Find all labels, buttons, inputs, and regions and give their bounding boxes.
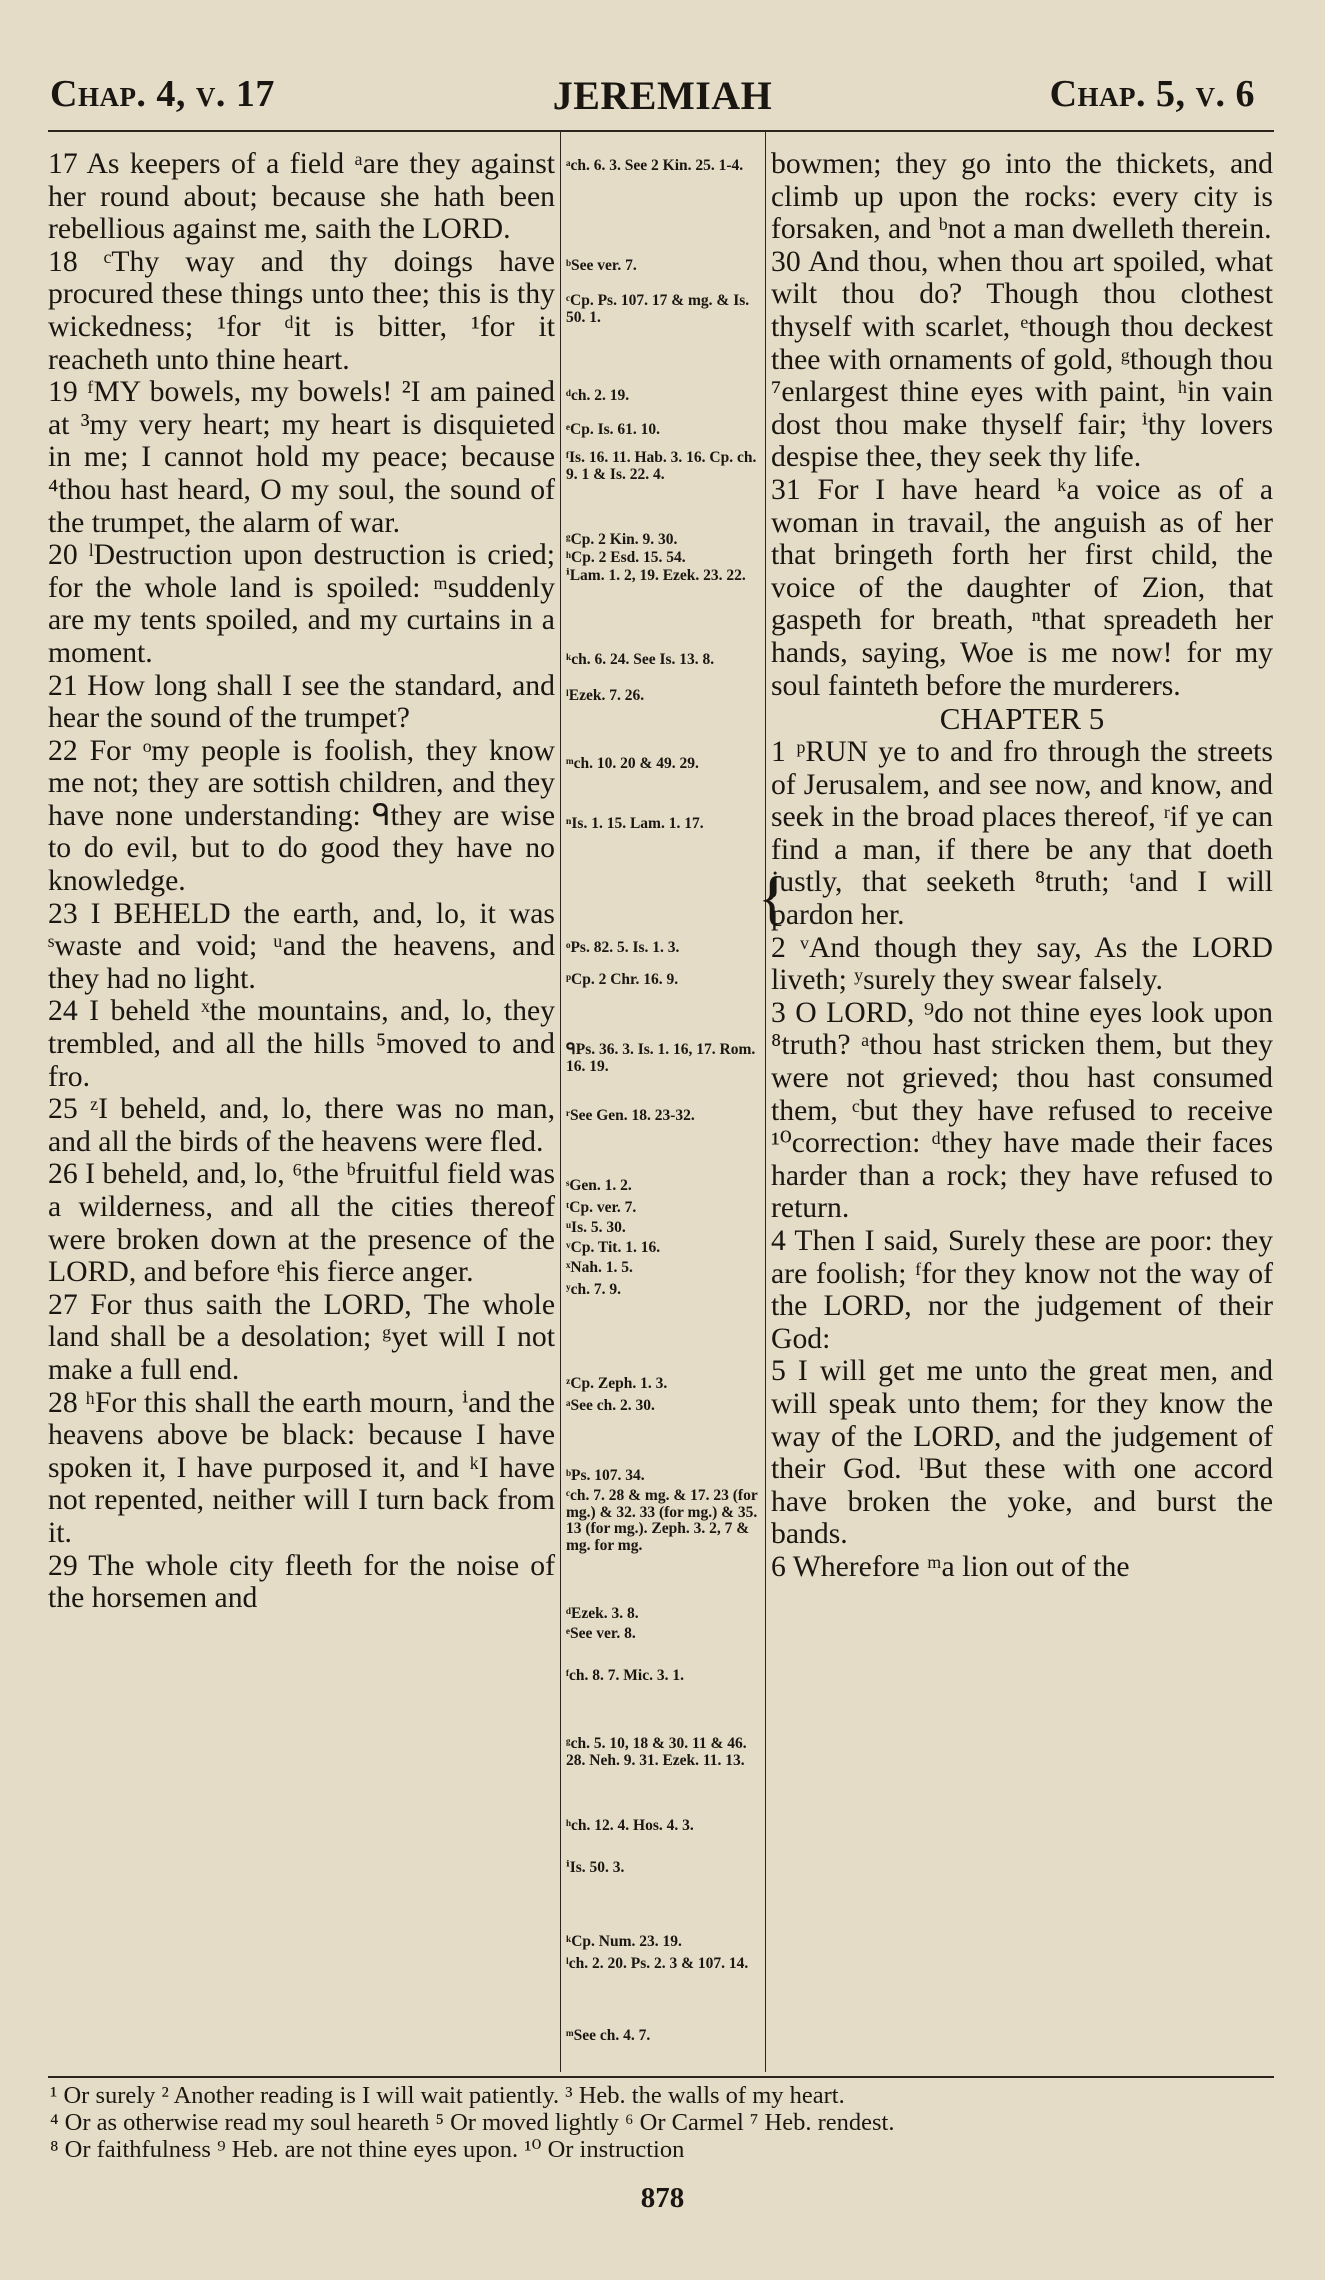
verse: 29 The whole city fleeth for the noise of the horsemen and xyxy=(48,1549,555,1615)
margin-ref: ᵐch. 10. 20 & 49. 29. xyxy=(566,755,699,772)
verse: 6 Wherefore ᵐa lion out of the xyxy=(771,1550,1130,1583)
verse: 3 O LORD, ⁹do not thine eyes look upon ⁸truth? ᵃthou hast stricken them, but they were not grieved; thou hast consumed them, ᶜbut they have refused to receive ¹⁰correction: ᵈthey have made their faces harder than a rock; they have refused to return. xyxy=(771,996,1273,1225)
verse: 5 I will get me unto the great men, and will speak unto them; for they know the way of the LORD, and the judgement of their God. ˡBut these with one accord have broken the yoke, and burst the bands. xyxy=(771,1355,1273,1551)
footnote-rule xyxy=(48,2076,1274,2078)
page-number: 878 xyxy=(640,2182,685,2214)
margin-ref: ᵖCp. 2 Chr. 16. 9. xyxy=(566,971,679,988)
margin-ref: ᵒPs. 82. 5. Is. 1. 3. xyxy=(566,939,680,956)
header-title: JEREMIAH xyxy=(552,73,773,118)
margin-ref: ᵍch. 5. 10, 18 & 30. 11 & 46. 28. Neh. 9. 31. Ezek. 11. 13. xyxy=(566,1735,747,1769)
margin-ref: ᵏch. 6. 24. See Is. 13. 8. xyxy=(566,651,715,668)
brace-mark: { xyxy=(758,865,787,931)
header-rule xyxy=(48,130,1274,132)
margin-ref: ᶻCp. Zeph. 1. 3. xyxy=(566,1375,668,1392)
column-divider-left xyxy=(560,132,561,2072)
margin-ref: ᵗCp. ver. 7. xyxy=(566,1199,637,1216)
margin-ref: ᵈEzek. 3. 8. xyxy=(566,1605,639,1622)
footnote-line: ¹ Or surely ² Another reading is I will wait patiently. ³ Heb. the walls of my heart. xyxy=(50,2082,845,2109)
chapter-title: CHAPTER 5 xyxy=(939,701,1105,737)
verse: 24 I beheld ˣthe mountains, and, lo, they trembled, and all the hills ⁵moved to and fro. xyxy=(48,995,555,1093)
verse: 1 ᵖRUN ye to and fro through the streets of Jerusalem, and see now, and know, and seek in the broad places thereof, ʳif ye can find a man, if there be any that doeth justly, that seeketh ⁸truth; ᵗand I will pardon her. xyxy=(771,736,1273,932)
margin-ref: ᵉSee ver. 8. xyxy=(566,1625,636,1642)
margin-ref: ᵛCp. Tit. 1. 16. xyxy=(566,1239,661,1256)
verse: 22 For ᵒmy people is foolish, they know me not; they are sottish children, and they have none understanding: ᑫthey are wise to do evil, but to do good they have no knowledge. xyxy=(48,734,555,898)
margin-ref: ᶜch. 7. 28 & mg. & 17. 23 (for mg.) & 32. 33 (for mg.) & 35. 13 (for mg.). Zeph. 3. 2, 7 & mg. for mg. xyxy=(566,1487,758,1554)
footnote-line: ⁸ Or faithfulness ⁹ Heb. are not thine eyes upon. ¹⁰ Or instruction xyxy=(50,2136,685,2163)
header-left: Chap. 4, v. 17 xyxy=(50,73,275,115)
verse: 28 ʰFor this shall the earth mourn, ⁱand the heavens above be black: because I have spoken it, I have purposed it, and ᵏI have not repented, neither will I turn back from it. xyxy=(48,1386,555,1549)
verse: 4 Then I said, Surely these are poor: they are foolish; ᶠfor they know not the way of the LORD, nor the judgement of their God: xyxy=(771,1225,1273,1355)
margin-ref: ⁱLam. 1. 2, 19. Ezek. 23. 22. xyxy=(566,567,746,584)
verse: 26 I beheld, and, lo, ⁶the ᵇfruitful field was a wilderness, and all the cities thereof were broken down at the presence of the LORD, and before ᵉhis fierce anger. xyxy=(48,1158,555,1289)
header-right: Chap. 5, v. 6 xyxy=(1049,73,1255,115)
verse: 21 How long shall I see the standard, and hear the sound of the trumpet? xyxy=(48,669,555,735)
margin-ref: ᵐSee ch. 4. 7. xyxy=(566,2027,651,2044)
margin-ref: ᵃch. 6. 3. See 2 Kin. 25. 1-4. xyxy=(566,157,744,174)
verse: 27 For thus saith the LORD, The whole land shall be a desolation; ᵍyet will I not make a full end. xyxy=(48,1288,555,1386)
margin-ref: ᵇPs. 107. 34. xyxy=(566,1467,645,1484)
verse: 2 ᵛAnd though they say, As the LORD liveth; ʸsurely they swear falsely. xyxy=(771,931,1273,997)
verse: 30 And thou, when thou art spoiled, what wilt thou do? Though thou clothest thyself with scarlet, ᵉthough thou deckest thee with ornaments of gold, ᵍthough thou ⁷enlargest thine eyes with paint, ʰin vain dost thou make thyself fair; ⁱthy lovers despise thee, they seek thy life. xyxy=(771,245,1273,474)
margin-ref: ᶠch. 8. 7. Mic. 3. 1. xyxy=(566,1667,684,1684)
margin-ref: ʳSee Gen. 18. 23-32. xyxy=(566,1107,695,1124)
margin-ref: ᵃSee ch. 2. 30. xyxy=(566,1397,655,1414)
verse: 20 ˡDestruction upon destruction is cried; for the whole land is spoiled: ᵐsuddenly are my tents spoiled, and my curtains in a moment. xyxy=(48,539,555,669)
margin-ref: ᵏCp. Num. 23. 19. xyxy=(566,1933,682,1950)
margin-ref: ˡEzek. 7. 26. xyxy=(566,687,645,704)
margin-references xyxy=(566,148,762,2068)
margin-ref: ʸch. 7. 9. xyxy=(566,1281,622,1298)
footnote-line: ⁴ Or as otherwise read my soul heareth ⁵ Or moved lightly ⁶ Or Carmel ⁷ Heb. rendest. xyxy=(50,2109,895,2136)
margin-ref: ᵇSee ver. 7. xyxy=(566,257,637,274)
margin-ref: ⁱIs. 50. 3. xyxy=(566,1859,625,1876)
right-column xyxy=(771,148,1273,1584)
margin-ref: ᵈch. 2. 19. xyxy=(566,387,630,404)
margin-ref: ⁿIs. 1. 15. Lam. 1. 17. xyxy=(566,815,704,832)
margin-ref: ᶜCp. Ps. 107. 17 & mg. & Is. 50. 1. xyxy=(566,292,750,326)
verse: 23 I BEHELD the earth, and, lo, it was ˢwaste and void; ᵘand the heavens, and they had no light. xyxy=(48,897,555,995)
margin-ref: ᑫPs. 36. 3. Is. 1. 16, 17. Rom. 16. 19. xyxy=(566,1041,756,1075)
column-divider-right xyxy=(765,132,766,2072)
margin-ref: ˢGen. 1. 2. xyxy=(566,1177,632,1194)
verse: 17 As keepers of a field ᵃare they against her round about; because she hath been rebellious against me, saith the LORD. xyxy=(48,148,555,246)
margin-ref: ᵘIs. 5. 30. xyxy=(566,1219,626,1236)
margin-ref: ʰCp. 2 Esd. 15. 54. xyxy=(566,549,686,566)
left-column xyxy=(48,148,555,1615)
verse: 18 ᶜThy way and thy doings have procured these things unto thee; this is thy wickedness; ¹for ᵈit is bitter, ¹for it reacheth unto thine heart. xyxy=(48,245,555,376)
verse: 31 For I have heard ᵏa voice as of a woman in travail, the anguish as of her that bringeth forth her first child, the voice of the daughter of Zion, that gaspeth for breath, ⁿthat spreadeth her hands, saying, Woe is me now! for my soul fainteth before the murderers. xyxy=(771,473,1273,702)
verse: 25 ᶻI beheld, and, lo, there was no man, and all the birds of the heavens were fled. xyxy=(48,1093,555,1158)
margin-ref: ᵉCp. Is. 61. 10. xyxy=(566,421,661,438)
margin-ref: ᵍCp. 2 Kin. 9. 30. xyxy=(566,531,678,548)
margin-ref: ˣNah. 1. 5. xyxy=(566,1259,633,1276)
verse: 19 ᶠMY bowels, my bowels! ²I am pained at ³my very heart; my heart is disquieted in me; I cannot hold my peace; because ⁴thou hast heard, O my soul, the sound of the trumpet, the alarm of war. xyxy=(48,376,555,539)
margin-ref: ˡch. 2. 20. Ps. 2. 3 & 107. 14. xyxy=(566,1955,749,1972)
margin-ref: ʰch. 12. 4. Hos. 4. 3. xyxy=(566,1817,694,1834)
margin-ref: ᶠIs. 16. 11. Hab. 3. 16. Cp. ch. 9. 1 & Is. 22. 4. xyxy=(566,449,757,483)
verse: bowmen; they go into the thickets, and climb up upon the rocks: every city is forsaken, and ᵇnot a man dwelleth therein. xyxy=(771,148,1273,246)
